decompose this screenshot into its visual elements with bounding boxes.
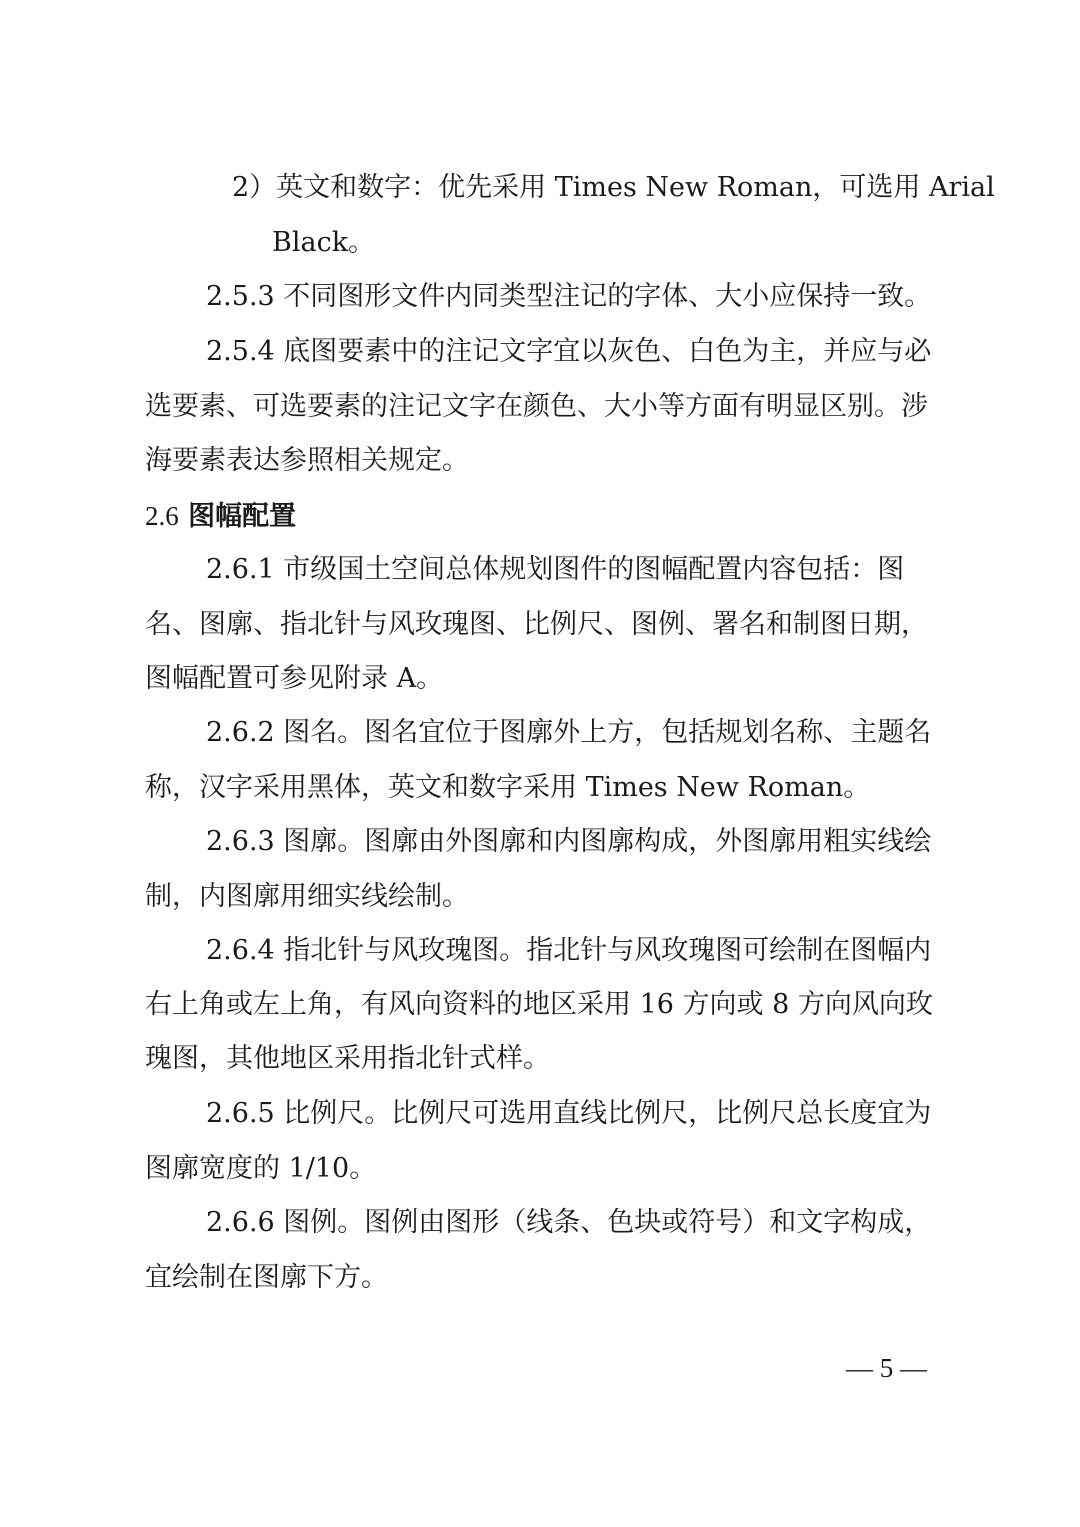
paragraph-line: 海要素表达参照相关规定。 bbox=[145, 445, 469, 476]
paragraph-line: 宜绘制在图廓下方。 bbox=[145, 1262, 388, 1293]
paragraph-line: 2.6.2 图名。图名宜位于图廓外上方，包括规划名称、主题名 bbox=[206, 717, 932, 748]
paragraph-line: 2.5.4 底图要素中的注记文字宜以灰色、白色为主，并应与必 bbox=[206, 336, 932, 367]
paragraph-line: 右上角或左上角，有风向资料的地区采用 16 方向或 8 方向风向玫 bbox=[145, 989, 933, 1020]
paragraph-line: 图廓宽度的 1/10。 bbox=[145, 1153, 377, 1184]
section-heading bbox=[145, 496, 296, 536]
paragraph-line: 名、图廓、指北针与风玫瑰图、比例尺、图例、署名和制图日期， bbox=[145, 609, 928, 640]
paragraph-line: 2.6.1 市级国土空间总体规划图件的图幅配置内容包括：图 bbox=[206, 554, 905, 585]
paragraph-line: 2）英文和数字：优先采用 Times New Roman，可选用 Arial bbox=[232, 172, 995, 203]
paragraph-line: 瑰图，其他地区采用指北针式样。 bbox=[145, 1043, 550, 1074]
paragraph-line: 图幅配置可参见附录 A。 bbox=[145, 663, 444, 694]
page-number: — 5 — bbox=[846, 1353, 927, 1383]
paragraph-line: 称，汉字采用黑体，英文和数字采用 Times New Roman。 bbox=[145, 772, 871, 803]
paragraph-line: 2.6.3 图廓。图廓由外图廓和内图廓构成，外图廓用粗实线绘 bbox=[206, 826, 932, 857]
paragraph-line: 选要素、可选要素的注记文字在颜色、大小等方面有明显区别。涉 bbox=[145, 391, 928, 422]
section-number: 2.6 bbox=[145, 501, 179, 531]
section-title: 图幅配置 bbox=[188, 501, 297, 532]
paragraph-line: Black。 bbox=[272, 227, 376, 258]
paragraph-line: 2.6.5 比例尺。比例尺可选用直线比例尺，比例尺总长度宜为 bbox=[206, 1098, 932, 1129]
paragraph-line: 2.5.3 不同图形文件内同类型注记的字体、大小应保持一致。 bbox=[206, 281, 932, 312]
paragraph-line: 制，内图廓用细实线绘制。 bbox=[145, 881, 469, 912]
paragraph-line: 2.6.6 图例。图例由图形（线条、色块或符号）和文字构成， bbox=[206, 1207, 932, 1238]
paragraph-line: 2.6.4 指北针与风玫瑰图。指北针与风玫瑰图可绘制在图幅内 bbox=[206, 935, 932, 966]
